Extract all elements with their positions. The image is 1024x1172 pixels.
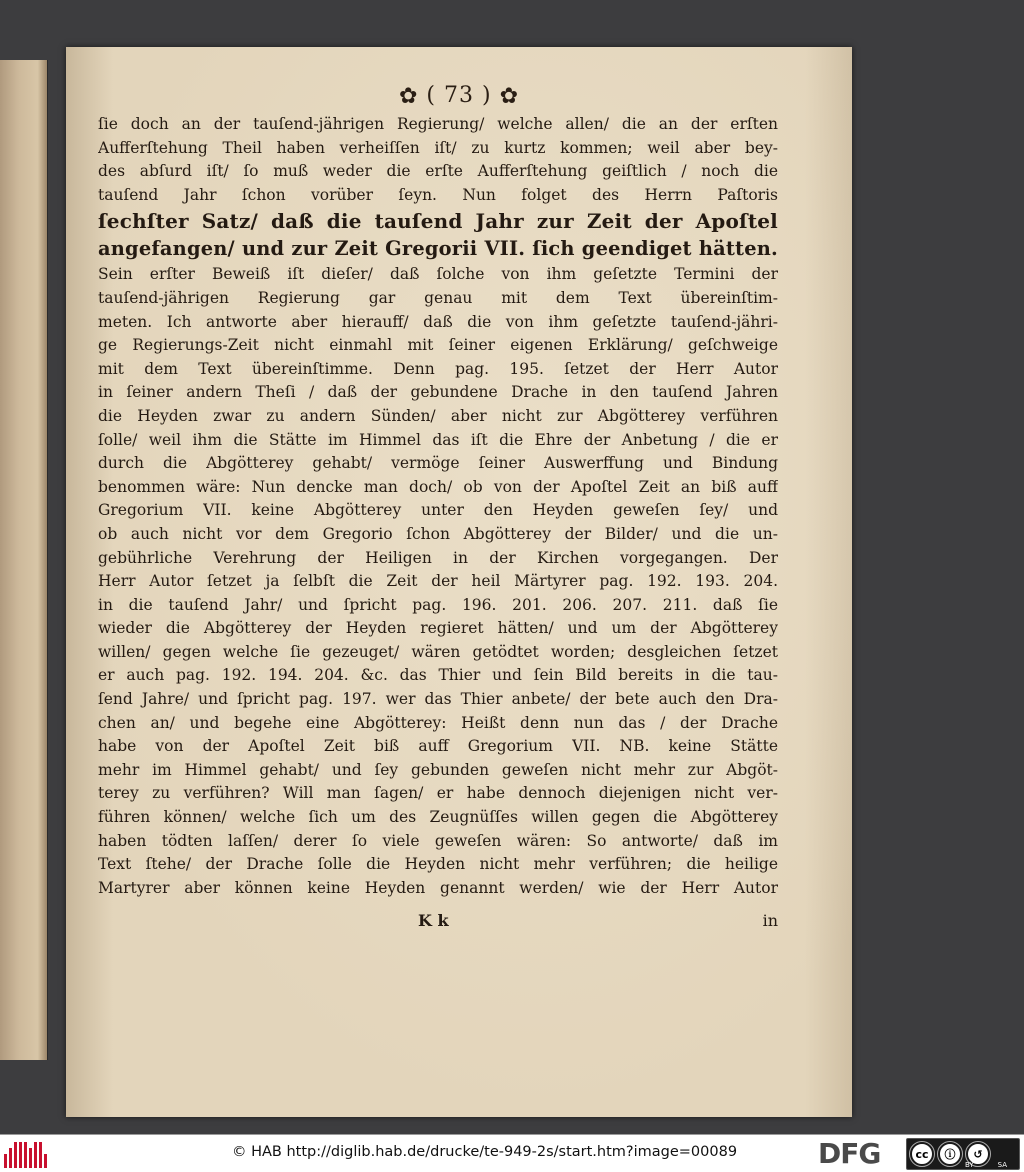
adjacent-page-edge — [0, 60, 48, 1060]
text-line: ſie doch an der tauſend-jährigen Regierung/ welche allen/ die an der erſten — [98, 115, 778, 133]
page-number: ( 73 ) — [426, 83, 492, 108]
cc-license-badge[interactable] — [906, 1138, 1020, 1170]
cc-icon: cc — [910, 1142, 934, 1166]
hab-logo-icon[interactable] — [4, 1140, 48, 1168]
text-line: Text ſtehe/ der Drache ſolle die Heyden nicht mehr verführen; die heilige — [98, 855, 778, 874]
text-line: haben tödten laſſen/ derer ſo viele geweſen wären: So antworte/ daß im — [98, 831, 778, 850]
text-line: Sein erſter Beweiß iſt dieſer/ daß ſolche von ihm geſetzte Termini der — [98, 265, 778, 284]
text-line: ſolle/ weil ihm die Stätte im Himmel das iſt die Ehre der Anbetung / die er — [98, 430, 778, 449]
text-line: des abſurd iſt/ ſo muß weder die erſte Aufferſtehung geiſtlich / noch die — [98, 162, 778, 181]
text-line: benommen wäre: Nun dencke man doch/ ob von der Apoſtel Zeit an biß auff — [98, 477, 778, 496]
text-line: gebührliche Verehrung der Heiligen in der Kirchen vorgegangen. Der — [98, 548, 778, 567]
flower-ornament-icon: ✿ — [398, 83, 419, 109]
text-line: meten. Ich antworte aber hierauff/ daß die von ihm geſetzte tauſend-jähri- — [98, 312, 778, 331]
text-line: terey zu verführen? Will man ſagen/ er habe dennoch diejenigen nicht ver- — [98, 784, 778, 803]
copyright-link[interactable]: © HAB http://diglib.hab.de/drucke/te-949-2s/start.htm?image=00089 — [232, 1144, 738, 1160]
text-line: ge Regierungs-Zeit nicht einmahl mit ſeiner eigenen Erklärung/ geſchweige — [98, 336, 778, 355]
text-line: Martyrer aber können keine Heyden genannt werden/ wie der Herr Autor — [98, 878, 778, 897]
text-line: habe von der Apoſtel Zeit biß auff Gregorium VII. NB. keine Stätte — [98, 737, 778, 756]
flower-ornament-icon: ✿ — [499, 83, 520, 109]
text-line: wieder die Abgötterey der Heyden regieret hätten/ und um der Abgötterey — [98, 619, 778, 638]
dfg-logo[interactable]: DFG — [818, 1137, 881, 1170]
text-line: tauſend Jahr ſchon vorüber ſeyn. Nun folget des Herrn Paſtoris — [98, 185, 778, 204]
text-line: ſend Jahre/ und ſpricht pag. 197. wer das Thier anbete/ der bete auch den Dra- — [98, 690, 778, 709]
signature-mark: K k — [418, 911, 449, 930]
cc-label-by: BY — [964, 1161, 974, 1169]
sa-icon: ↺ — [966, 1142, 990, 1166]
text-line: willen/ gegen welche ſie gezeuget/ wären getödtet worden; desgleichen ſetzet — [98, 642, 778, 661]
by-icon: ⓘ — [938, 1142, 962, 1166]
text-line: Aufferſtehung Theil haben verheiſſen iſt/ zu kurtz kommen; weil aber bey- — [98, 138, 778, 157]
text-line: durch die Abgötterey gehabt/ vermöge ſeiner Auswerffung und Bindung — [98, 454, 778, 473]
text-line: in die tauſend Jahr/ und ſpricht pag. 196. 201. 206. 207. 211. daß ſie — [98, 595, 778, 614]
text-line: ob auch nicht vor dem Gregorio ſchon Abgötterey der Bilder/ und die un- — [98, 524, 778, 543]
text-line: führen können/ welche ſich um des Zeugnüſſes willen gegen die Abgötterey — [98, 808, 778, 827]
text-line: angefangen/ und zur Zeit Gregorii VII. ſich geendiget hätten. — [98, 237, 778, 261]
page-header — [66, 83, 852, 109]
body-text — [98, 113, 778, 900]
text-line: chen an/ und begehe eine Abgötterey: Heißt denn nun das / der Drache — [98, 713, 778, 732]
text-line: in ſeiner andern Theſi / daß der gebundene Drache in den tauſend Jahren — [98, 383, 778, 402]
book-page — [66, 47, 852, 1117]
text-line: mit dem Text übereinſtimme. Denn pag. 195. ſetzet der Herr Autor — [98, 359, 778, 378]
text-line: er auch pag. 192. 194. 204. &c. das Thier und ſein Bild bereits in die tau- — [98, 666, 778, 685]
cc-label-sa: SA — [997, 1161, 1007, 1169]
footer-bar — [0, 1134, 1024, 1172]
catchword: in — [762, 911, 778, 930]
text-line: die Heyden zwar zu andern Sünden/ aber nicht zur Abgötterey verführen — [98, 406, 778, 425]
text-line: tauſend-jährigen Regierung gar genau mit dem Text übereinſtim- — [98, 288, 778, 307]
text-line: Herr Autor ſetzet ja ſelbſt die Zeit der heil Märtyrer pag. 192. 193. 204. — [98, 572, 778, 591]
text-line: mehr im Himmel gehabt/ und ſey gebunden geweſen nicht mehr zur Abgöt- — [98, 760, 778, 779]
page-foot — [98, 911, 778, 939]
text-line: ſechſter Satz/ daß die tauſend Jahr zur Zeit der Apoſtel — [98, 209, 778, 234]
text-line: Gregorium VII. keine Abgötterey unter den Heyden geweſen ſey/ und — [98, 501, 778, 520]
